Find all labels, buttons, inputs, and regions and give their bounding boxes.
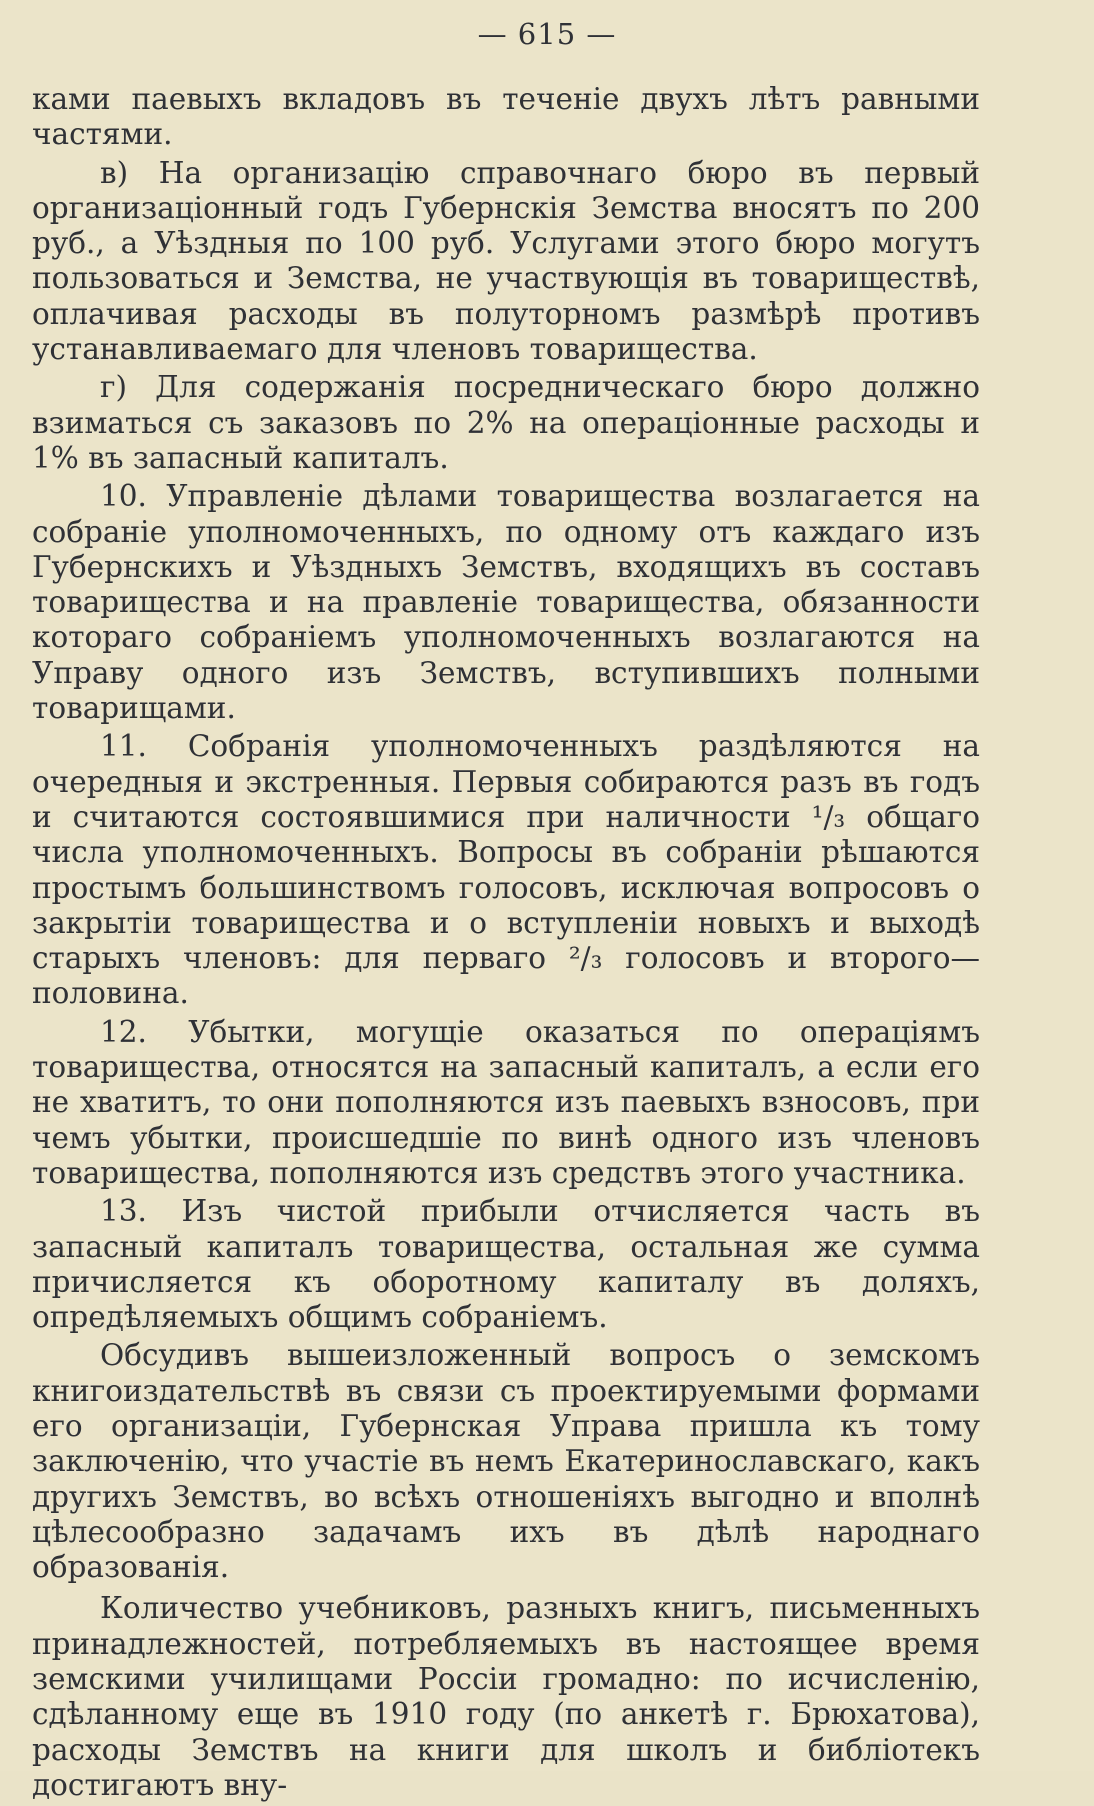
paragraph-clause-10: 10. Управленіе дѣлами товарищества возлагается на собраніе уполномоченныхъ, по одному отъ каждаго изъ Губернскихъ и Уѣздныхъ Земствъ, входящихъ въ составъ товарищества и на правленіе товарищества, обязанности котораго собраніемъ уполномоченныхъ возлагаются на Управу одного изъ Земствъ, вступившихъ полными товарищами. [32, 479, 980, 726]
paragraph-continuation: ками паевыхъ вкладовъ въ теченіе двухъ лѣтъ равными частями. [32, 82, 980, 152]
paragraph-clause-13: 13. Изъ чистой прибыли отчисляется часть въ запасный капиталъ товарищества, остальная же сумма причисляется къ оборотному капиталу въ доляхъ, опредѣляемыхъ общимъ собраніемъ. [32, 1194, 980, 1335]
page-number: — 615 — [477, 17, 617, 51]
paragraph-item-v: в) На организацію справочнаго бюро въ первый организаціонный годъ Губернскія Земства вносятъ по 200 руб., а Уѣздныя по 100 руб. Услугами этого бюро могутъ пользоваться и Земства, не участвующія въ товариществѣ, оплачивая расходы въ полуторномъ размѣрѣ противъ устанавливаемаго для членовъ товарищества. [32, 155, 980, 367]
paragraph-clause-12: 12. Убытки, могущіе оказаться по операціямъ товарищества, относятся на запасный капиталъ, а если его не хватитъ, то они пополняются изъ паевыхъ взносовъ, при чемъ убытки, происшедшіе по винѣ одного изъ членовъ товарищества, пополняются изъ средствъ этого участника. [32, 1014, 980, 1190]
paragraph-discussion: Обсудивъ вышеизложенный вопросъ о земскомъ книгоиздательствѣ въ связи съ проектируемыми формами его организаціи, Губернская Управа пришла къ тому заключенію, что участіе въ немъ Екатеринославскаго, какъ другихъ Земствъ, во всѣхъ отношеніяхъ выгодно и вполнѣ цѣлесообразно задачамъ ихъ въ дѣлѣ народнаго образованія. [32, 1338, 980, 1585]
paragraph-item-g: г) Для содержанія посредническаго бюро должно взиматься съ заказовъ по 2% на операціонные расходы и 1% въ запасный капиталъ. [32, 370, 980, 475]
body-text [32, 82, 980, 1806]
paragraph-clause-11: 11. Собранія уполномоченныхъ раздѣляются на очередныя и экстренныя. Первыя собираются разъ въ годъ и считаются состоявшимися при наличности ¹/₃ общаго числа уполномоченныхъ. Вопросы въ собраніи рѣшаются простымъ большинствомъ голосовъ, исключая вопросовъ о закрытіи товарищества и о вступленіи новыхъ и выходѣ старыхъ членовъ: для перваго ²/₃ голосовъ и второго—половина. [32, 729, 980, 1011]
paragraph-quantity: Количество учебниковъ, разныхъ книгъ, письменныхъ принадлежностей, потребляемыхъ въ настоящее время земскими училищами Россіи громадно: по исчисленію, сдѣланному еще въ 1910 году (по анкетѣ г. Брюхатова), расходы Земствъ на книги для школъ и библіотекъ достигаютъ вну- [32, 1591, 980, 1802]
